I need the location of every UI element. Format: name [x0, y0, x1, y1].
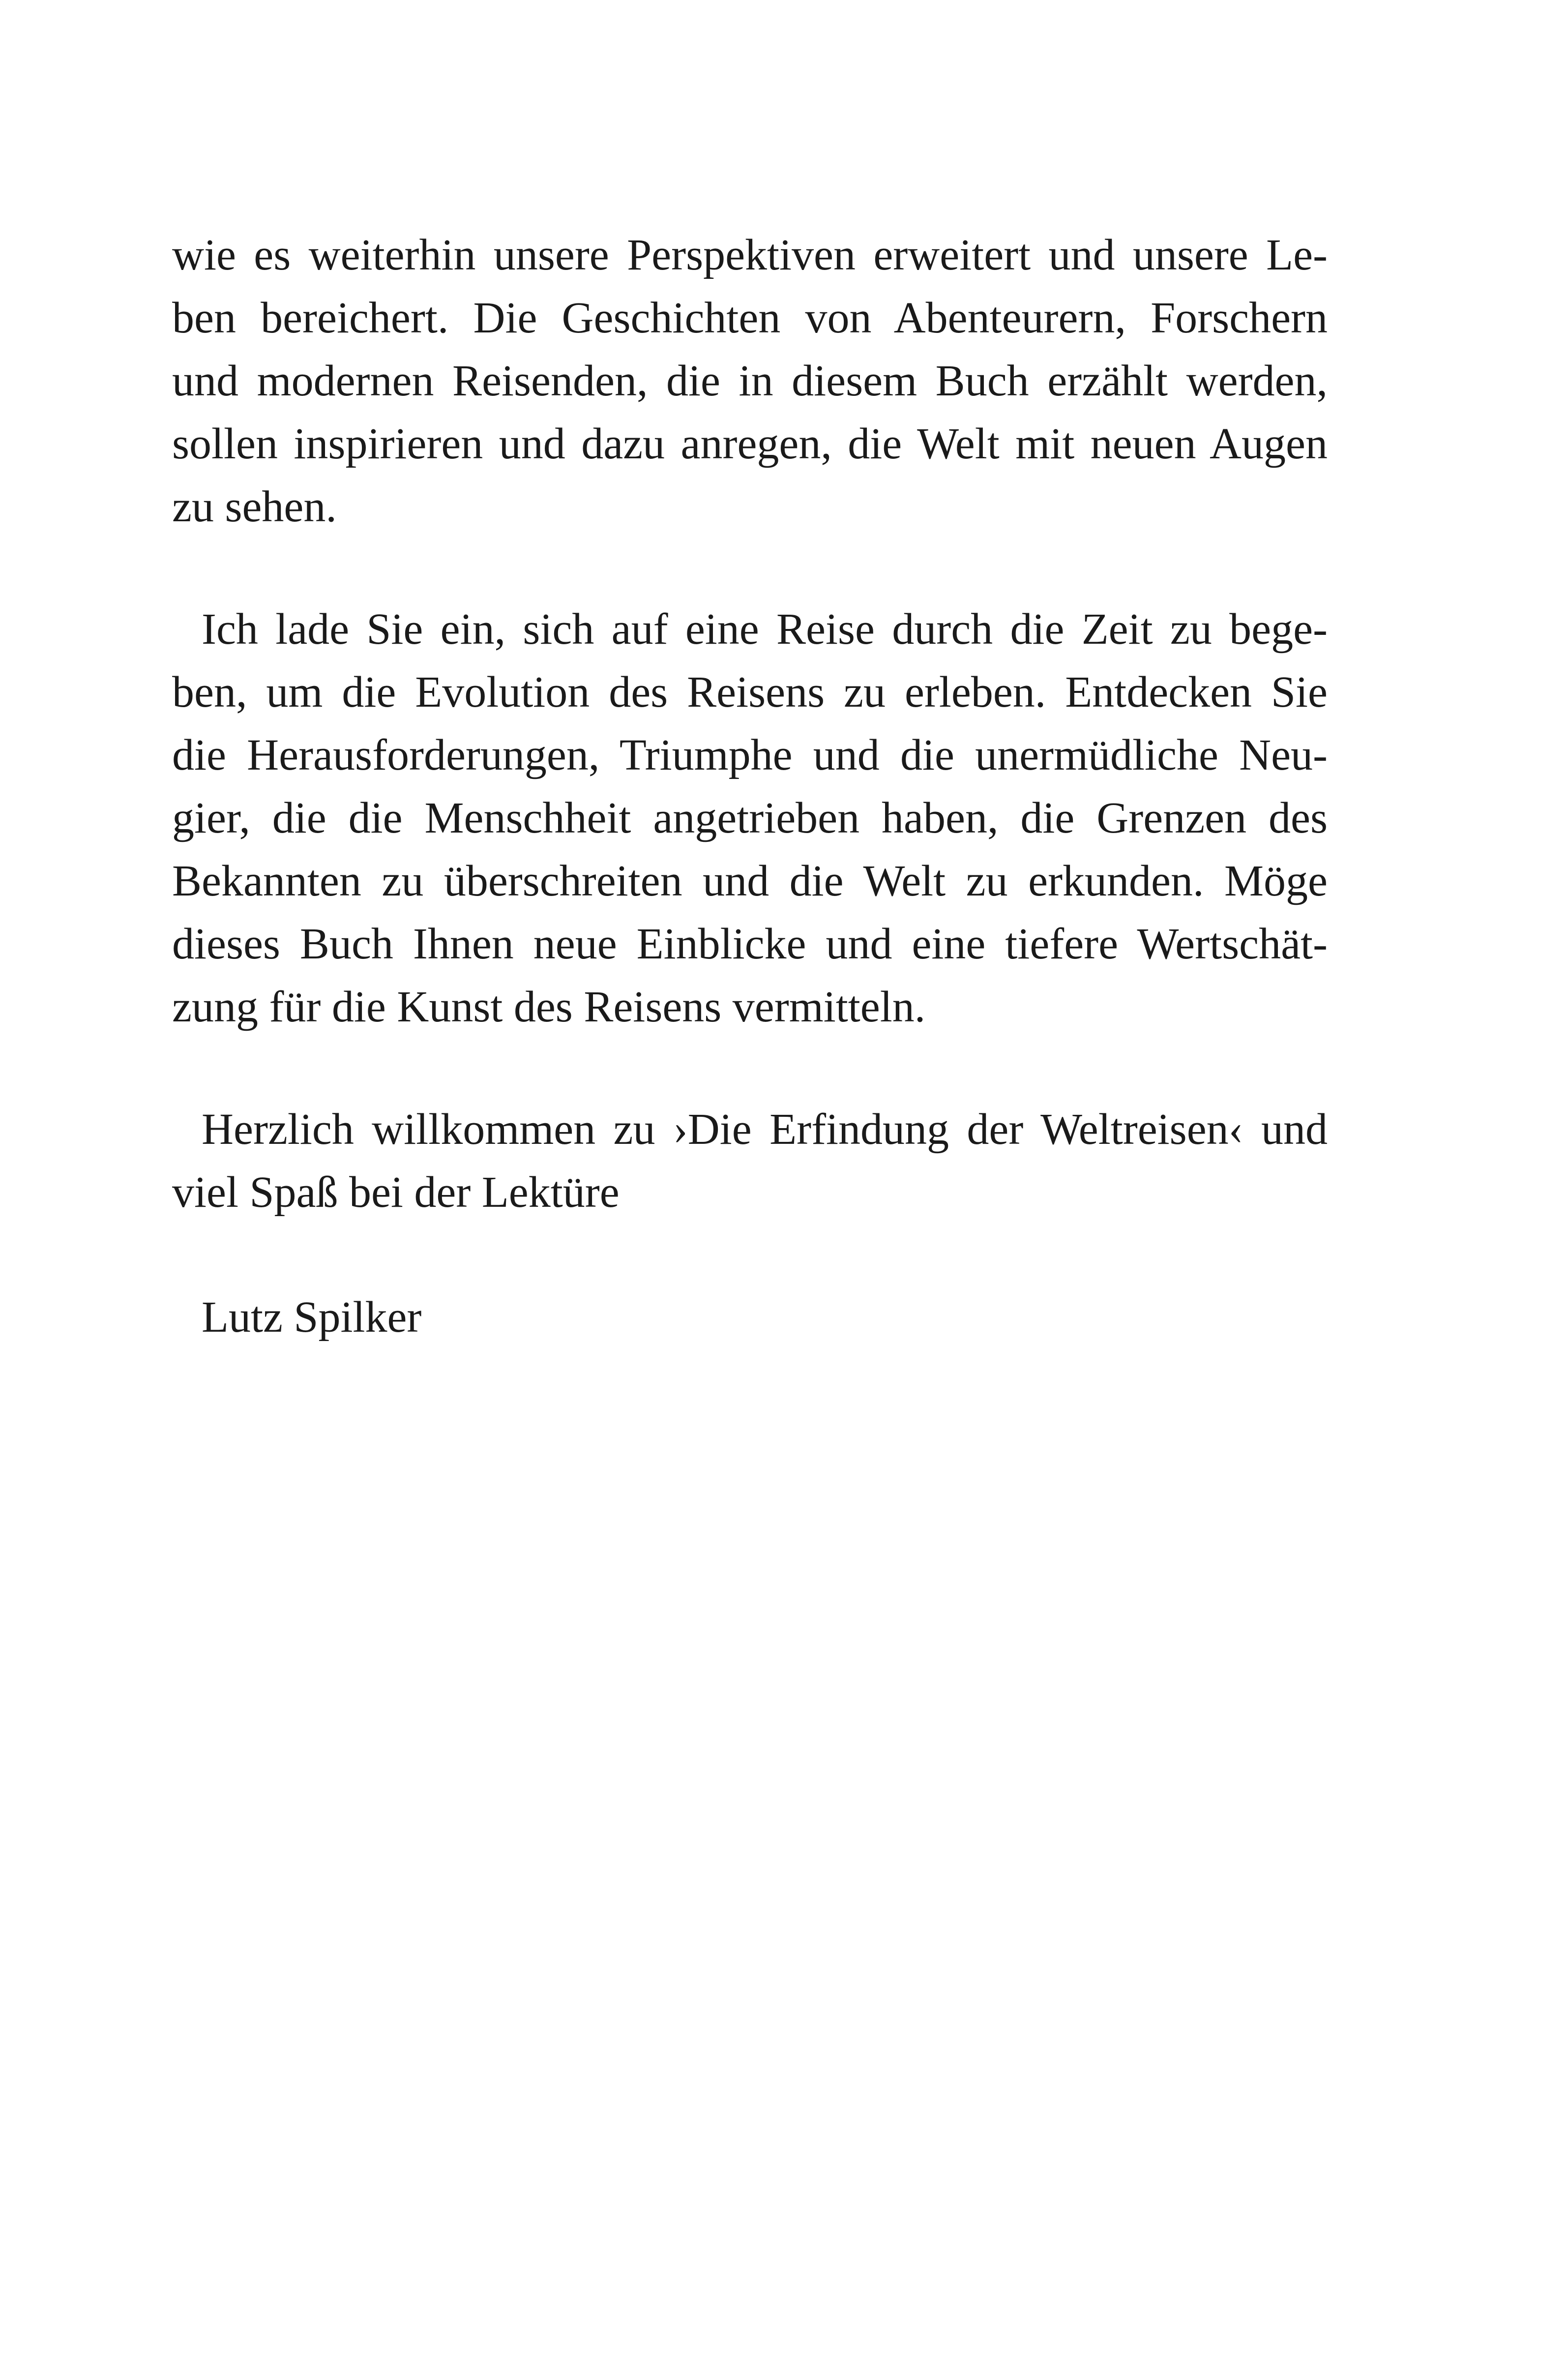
- author-signature: Lutz Spilker: [202, 1293, 422, 1342]
- text-line: Ich lade Sie ein, sich auf eine Reise durch die Zeit zu bege-: [202, 605, 1328, 654]
- paragraph-spacer: [172, 538, 1328, 598]
- paragraph-spacer: [172, 1039, 1328, 1098]
- paragraph-1: [172, 224, 1328, 538]
- paragraph-spacer: [172, 1224, 1328, 1286]
- text-line: sollen inspirieren und dazu anregen, die Welt mit neuen Augen: [172, 419, 1328, 468]
- body-text: [172, 224, 1328, 1349]
- text-line: Herzlich willkommen zu ›Die Erfindung der Weltreisen‹ und: [202, 1105, 1328, 1154]
- text-line: und modernen Reisenden, die in diesem Buch erzählt werden,: [172, 357, 1328, 405]
- text-line: viel Spaß bei der Lektüre: [172, 1168, 620, 1217]
- text-line: wie es weiterhin unsere Perspektiven erweitert und unsere Le-: [172, 231, 1328, 279]
- text-line: Bekannten zu überschreiten und die Welt zu erkunden. Möge: [172, 857, 1328, 905]
- text-line: die Herausforderungen, Triumphe und die unermüdliche Neu-: [172, 731, 1328, 779]
- text-line: zung für die Kunst des Reisens vermitteln.: [172, 983, 926, 1031]
- text-line: dieses Buch Ihnen neue Einblicke und eine tiefere Wertschät-: [172, 920, 1328, 968]
- text-line: gier, die die Menschheit angetrieben haben, die Grenzen des: [172, 794, 1328, 842]
- signature-block: [172, 1286, 1328, 1349]
- text-line: zu sehen.: [172, 482, 337, 531]
- text-line: ben, um die Evolution des Reisens zu erleben. Entdecken Sie: [172, 668, 1328, 716]
- paragraph-3: [172, 1098, 1328, 1224]
- text-line: ben bereichert. Die Geschichten von Abenteurern, Forschern: [172, 294, 1328, 342]
- paragraph-2: [172, 598, 1328, 1039]
